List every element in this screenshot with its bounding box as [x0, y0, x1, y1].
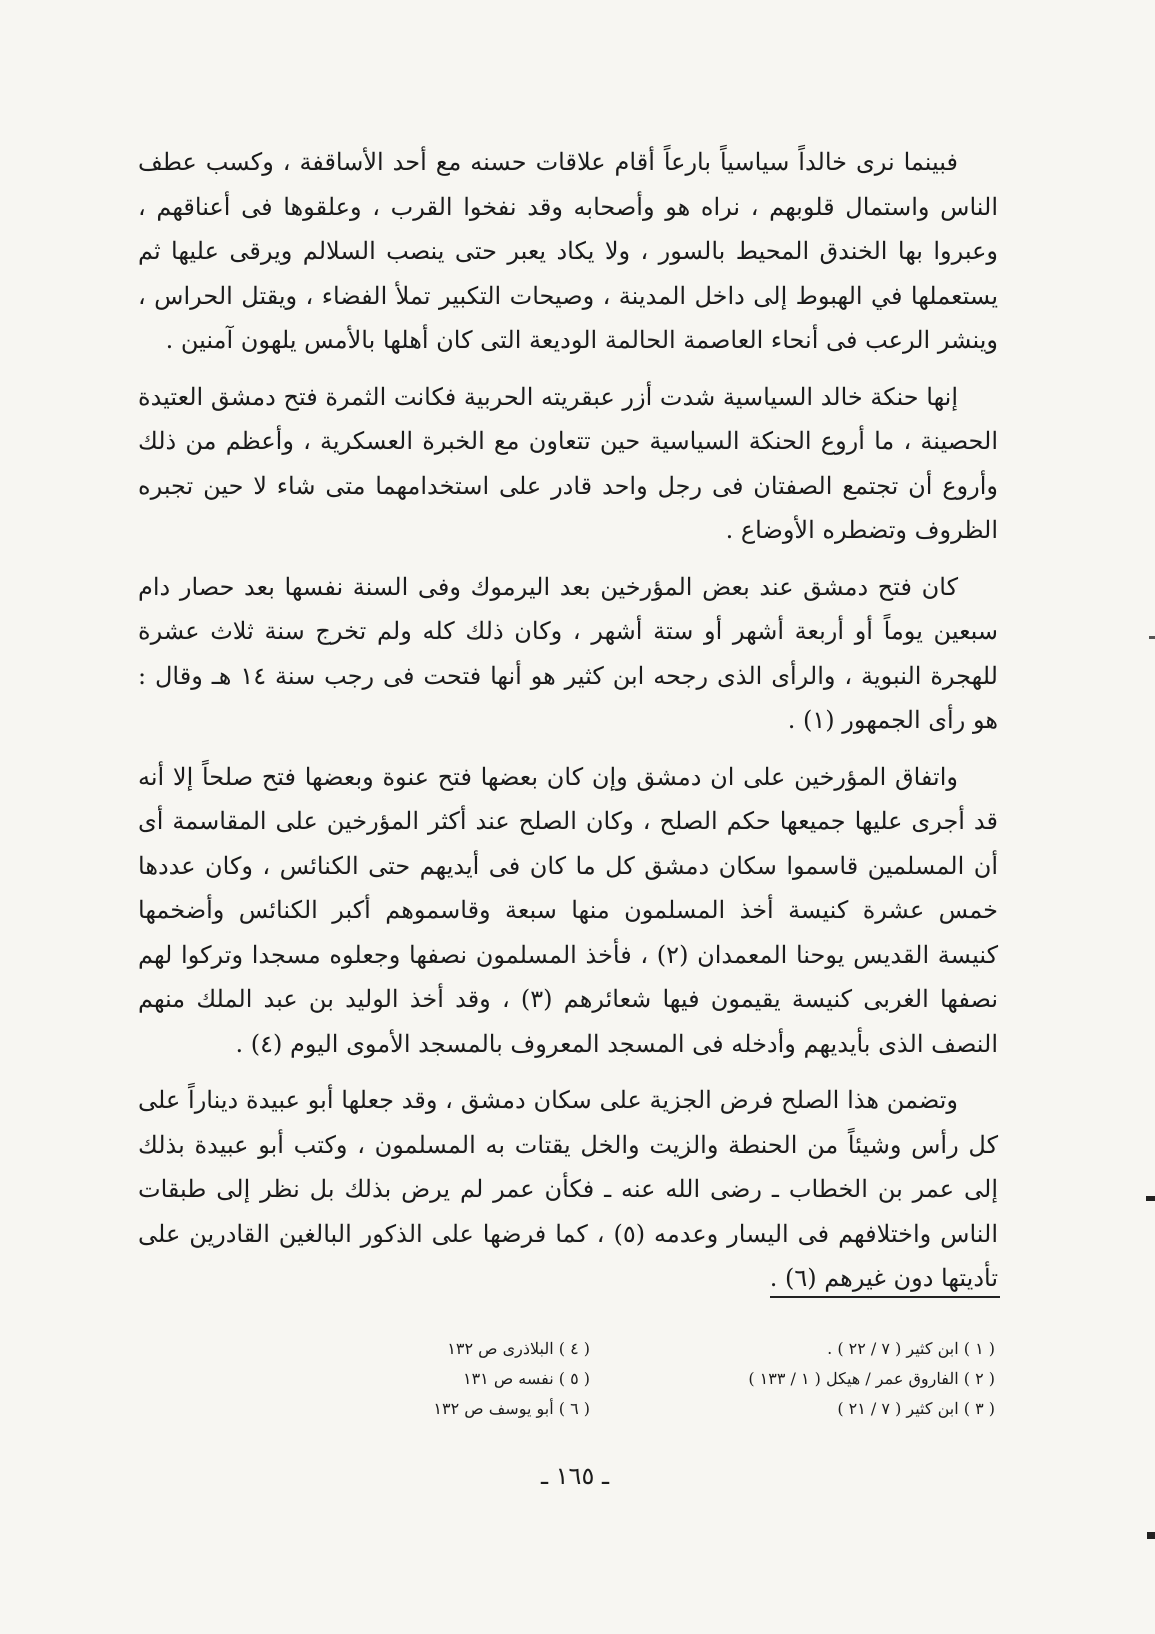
- scan-edge-mark: [1149, 636, 1155, 639]
- footnote-5: ( ٥ ) نفسه ص ١٣١: [462, 1369, 590, 1388]
- footnote-2: ( ٢ ) الفاروق عمر / هيكل ( ١ / ١٣٣ ): [748, 1369, 995, 1388]
- footnote-3: ( ٣ ) ابن كثير ( ٧ / ٢١ ): [837, 1399, 995, 1418]
- paragraph-4: واتفاق المؤرخين على ان دمشق وإن كان بعضها فتح عنوة وبعضها فتح صلحاً إلا أنه قد أجرى عليها جميعها حكم الصلح ، وكان الصلح عند أكثر المؤرخين على المقاسمة أى أن المسلمين قاسموا سكان دمشق كل ما كان فى أيديهم حتى الكنائس ، وكان عددها خمس عشرة كنيسة أخذ المسلمون منها سبعة وقاسموهم أكبر الكنائس وأضخمها كنيسة القديس يوحنا المعمدان (٢) ، فأخذ المسلمون نصفها وجعلوه مسجدا وتركوا لهم نصفها الغربى كنيسة يقيمون فيها شعائرهم (٣) ، وقد أخذ الوليد بن عبد الملك منهم النصف الذى بأيديهم وأدخله فى المسجد المعروف بالمسجد الأموى اليوم (٤) .: [138, 762, 998, 1058]
- footnotes-right-column: [675, 1334, 995, 1424]
- paragraph-2: إنها حنكة خالد السياسية شدت أزر عبقريته الحربية فكانت الثمرة فتح دمشق العتيدة الحصينة ، ما أروع الحنكة السياسية حين تتعاون مع الخبرة العسكرية ، وأعظم من ذلك وأروع أن تجتمع الصفتان فى رجل واحد قادر على استخدامهما متى شاء لا حين تجبره الظروف وتضطره الأوضاع .: [138, 382, 999, 544]
- scan-edge-mark: [1146, 1196, 1155, 1201]
- paragraph-1: فبينما نرى خالداً سياسياً بارعاً أقام علاقات حسنه مع أحد الأساقفة ، وكسب عطف الناس واستمال قلوبهم ، نراه هو وأصحابه وقد نفخوا القرب ، وعلقوها فى أعناقهم ، وعبروا بها الخندق المحيط بالسور ، ولا يكاد يعبر حتى ينصب السلالم ويرقى عليها ثم يستعملها في الهبوط إلى داخل المدينة ، وصيحات التكبير تملأ الفضاء ، ويقتل الحراس ، وينشر الرعب فى أنحاء العاصمة الحالمة الوديعة التى كان أهلها بالأمس يلهون آمنين .: [138, 148, 999, 354]
- footnote-4: ( ٤ ) البلاذرى ص ١٣٢: [447, 1339, 590, 1358]
- footnote-1: ( ١ ) ابن كثير ( ٧ / ٢٢ ) .: [827, 1339, 995, 1358]
- footnote-6: ( ٦ ) أبو يوسف ص ١٣٢: [433, 1399, 590, 1418]
- page-number: ـ ١٦٥ ـ: [540, 1462, 609, 1490]
- paragraph-5: وتضمن هذا الصلح فرض الجزية على سكان دمشق ، وقد جعلها أبو عبيدة ديناراً على كل رأس وشيئاً من الحنطة والزيت والخل يقتات به المسلمون ، وكتب أبو عبيدة بذلك إلى عمر بن الخطاب ـ رضى الله عنه ـ فكأن عمر لم يرض بذلك بل نظر إلى طبقات الناس واختلافهم فى اليسار وعدمه (٥) ، كما فرضها على الذكور البالغين القادرين على تأديتها دون غيرهم (٦) .: [138, 1086, 999, 1292]
- main-text: [138, 140, 998, 1301]
- footnote-divider: [770, 1296, 1000, 1298]
- scan-edge-mark: [1147, 1532, 1155, 1539]
- paragraph-3: كان فتح دمشق عند بعض المؤرخين بعد اليرموك وفى السنة نفسها بعد حصار دام سبعين يوماً أو أربعة أشهر أو ستة أشهر ، وكان ذلك كله ولم تخرج سنة ثلاث عشرة للهجرة النبوية ، والرأى الذى رجحه ابن كثير هو أنها فتحت فى رجب سنة ١٤ هـ وقال : هو رأى الجمهور (١) .: [138, 572, 998, 734]
- footnotes-left-column: [330, 1334, 590, 1424]
